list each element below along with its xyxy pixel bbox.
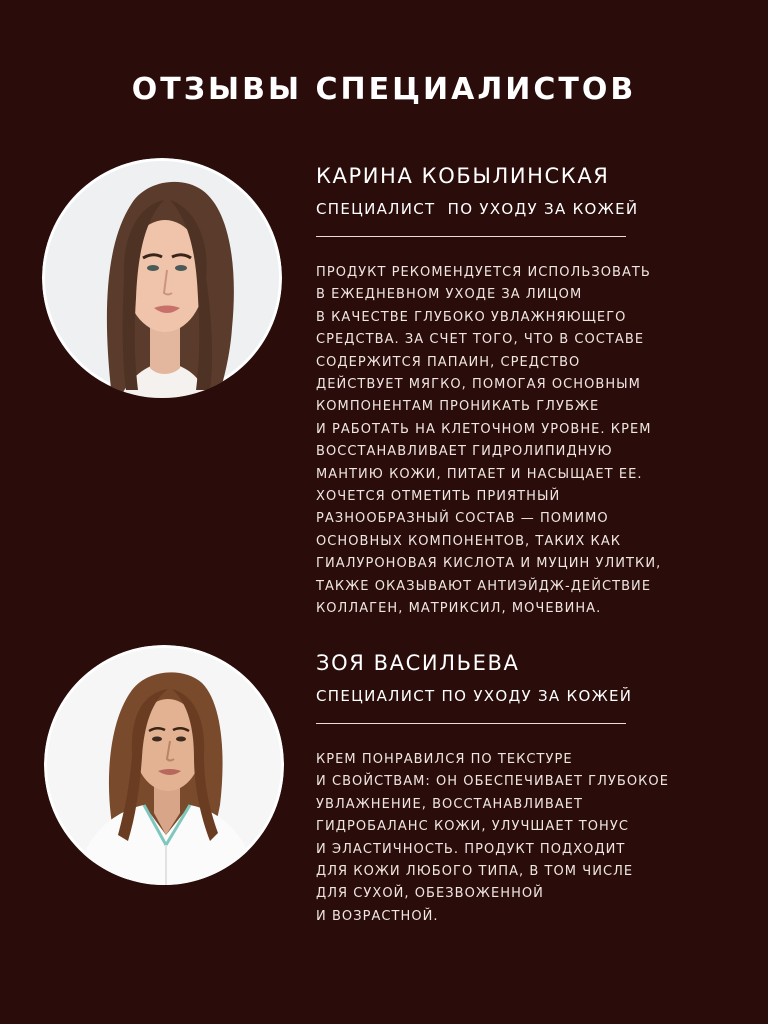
review-line: ГИДРОБАЛАНС КОЖИ, УЛУЧШАЕТ ТОНУС [316, 819, 629, 835]
divider [316, 723, 626, 724]
reviewer-role: СПЕЦИАЛИСТ ПО УХОДУ ЗА КОЖЕЙ [316, 687, 633, 705]
review-line: МАНТИЮ КОЖИ, ПИТАЕТ И НАСЫЩАЕТ ЕЕ. [316, 466, 643, 482]
review-text [316, 749, 746, 928]
review-line: ДЛЯ СУХОЙ, ОБЕЗВОЖЕННОЙ [316, 886, 544, 902]
review-text [316, 262, 746, 621]
reviewer-role: СПЕЦИАЛИСТ ПО УХОДУ ЗА КОЖЕЙ [316, 200, 639, 218]
review-karina [316, 162, 746, 621]
portrait-photo [42, 158, 282, 398]
reviewer-name: КАРИНА КОБЫЛИНСКАЯ [316, 164, 610, 188]
review-line: КОМПОНЕНТАМ ПРОНИКАТЬ ГЛУБЖЕ [316, 399, 600, 415]
avatar-karina [42, 158, 282, 398]
review-line: В КАЧЕСТВЕ ГЛУБОКО УВЛАЖНЯЮЩЕГО [316, 309, 627, 325]
review-line: КРЕМ ПОНРАВИЛСЯ ПО ТЕКСТУРЕ [316, 752, 573, 767]
review-line: В ЕЖЕДНЕВНОМ УХОДЕ ЗА ЛИЦОМ [316, 287, 583, 303]
review-line: ПРОДУКТ РЕКОМЕНДУЕТСЯ ИСПОЛЬЗОВАТЬ [316, 265, 651, 280]
review-line: ДЛЯ КОЖИ ЛЮБОГО ТИПА, В ТОМ ЧИСЛЕ [316, 864, 634, 880]
review-line: И ЭЛАСТИЧНОСТЬ. ПРОДУКТ ПОДХОДИТ [316, 841, 626, 857]
review-line: СОДЕРЖИТСЯ ПАПАИН, СРЕДСТВО [316, 354, 581, 370]
review-line: И ВОЗРАСТНОЙ. [316, 908, 439, 924]
review-zoya [316, 649, 746, 928]
divider [316, 236, 626, 237]
review-line: ВОССТАНАВЛИВАЕТ ГИДРОЛИПИДНУЮ [316, 444, 613, 460]
review-line: КОЛЛАГЕН, МАТРИКСИЛ, МОЧЕВИНА. [316, 601, 602, 617]
review-line: ХОЧЕТСЯ ОТМЕТИТЬ ПРИЯТНЫЙ [316, 489, 561, 505]
reviewer-name: ЗОЯ ВАСИЛЬЕВА [316, 651, 520, 675]
review-line: И СВОЙСТВАМ: ОН ОБЕСПЕЧИВАЕТ ГЛУБОКОЕ [316, 774, 669, 790]
review-line: ОСНОВНЫХ КОМПОНЕНТОВ, ТАКИХ КАК [316, 533, 622, 549]
review-line: УВЛАЖНЕНИЕ, ВОССТАНАВЛИВАЕТ [316, 796, 584, 812]
portrait-photo [44, 645, 284, 885]
review-line: СРЕДСТВА. ЗА СЧЕТ ТОГО, ЧТО В СОСТАВЕ [316, 332, 645, 348]
review-line: РАЗНООБРАЗНЫЙ СОСТАВ — ПОМИМО [316, 511, 609, 527]
avatar-zoya [44, 645, 284, 885]
review-line: ГИАЛУРОНОВАЯ КИСЛОТА И МУЦИН УЛИТКИ, [316, 556, 662, 572]
review-line: ДЕЙСТВУЕТ МЯГКО, ПОМОГАЯ ОСНОВНЫМ [316, 377, 641, 393]
review-line: ТАКЖЕ ОКАЗЫВАЮТ АНТИЭЙДЖ-ДЕЙСТВИЕ [316, 578, 652, 594]
page-title: ОТЗЫВЫ СПЕЦИАЛИСТОВ [131, 72, 637, 107]
review-line: И РАБОТАТЬ НА КЛЕТОЧНОМ УРОВНЕ. КРЕМ [316, 421, 652, 437]
